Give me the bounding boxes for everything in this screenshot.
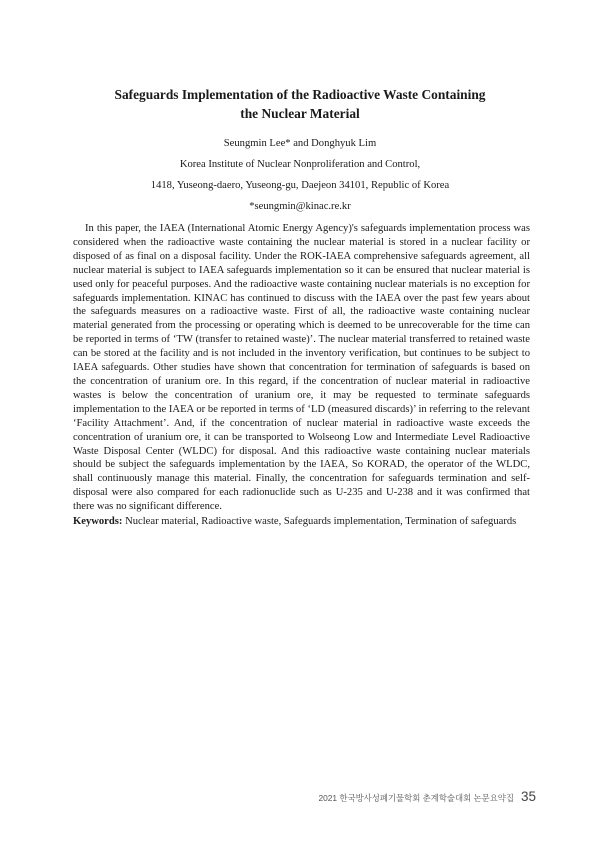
abstract-text: In this paper, the IAEA (International Atomic Energy Agency)'s safeguards implementation process was considered when the radioactive waste containing the nuclear material is stored in a nuclear facility or disposed of as final on a disposal facility. Under the ROK-IAEA comprehensive safeguards agreement, all nuclear material is subject to IAEA safeguards implementation so it can be ensured that nuclear material is used only for peaceful purposes. And the radioactive waste containing nuclear materials is no exception for safeguards implementation. KINAC has continued to discuss with the IAEA over the past few years about the safeguards measures on a radioactive waste. First of all, the radioactive waste containing nuclear material generated from the processing or operating which is deemed to be unrecoverable for the time can be reported in terms of ‘TW (transfer to retained waste)’. The nuclear material transferred to retained waste can be stored at the facility and is not included in the inventory verification, but continues to be subject to IAEA safeguards. Other studies have shown that concentration for termination of safeguards is based on the concentration of uranium ore. In this regard, if the concentration of nuclear material in radioactive wastes is below the concentration of uranium ore, it may be requested to terminate safeguards implementation to the IAEA or be reported in terms of ‘LD (measured discards)’ in referring to the relevant ‘Facility Attachment’. And, if the concentration of nuclear material in radioactive waste exceeds the concentration of uranium ore, it can be transported to Wolseong Low and Intermediate Level Radioactive Waste Disposal Center (WLDC) for disposal. And this radioactive waste containing nuclear materials should be subject the safeguards implementation by the IAEA, So KORAD, the operator of the WLDC, shall continuously manage this material. Finally, the concentration for safeguards termination and self-disposal were also compared for each radionuclide such as U-235 and U-238 and it was confirmed that there was no significant difference. (73, 223, 530, 513)
affiliation: Korea Institute of Nuclear Nonproliferation and Control, (179, 159, 421, 170)
page-footer (318, 789, 536, 804)
keywords (73, 515, 543, 529)
title-line-1: Safeguards Implementation of the Radioactive Waste Containing (114, 87, 486, 102)
author-block (60, 133, 540, 217)
keywords-list: Nuclear material, Radioactive waste, Safeguards implementation, Termination of safeguards (125, 516, 517, 527)
paper-title (60, 85, 540, 123)
title-line-2: the Nuclear Material (240, 106, 360, 121)
address: 1418, Yuseong-daero, Yuseong-gu, Daejeon 34101, Republic of Korea (150, 180, 450, 191)
keywords-label: Keywords: (73, 516, 123, 527)
journal-name: 2021 한국방사성폐기물학회 춘계학술대회 논문요약집 (318, 793, 514, 803)
page-number: 35 (520, 789, 536, 804)
author-names: Seungmin Lee* and Donghyuk Lim (223, 138, 377, 149)
email: *seungmin@kinac.re.kr (249, 201, 351, 212)
